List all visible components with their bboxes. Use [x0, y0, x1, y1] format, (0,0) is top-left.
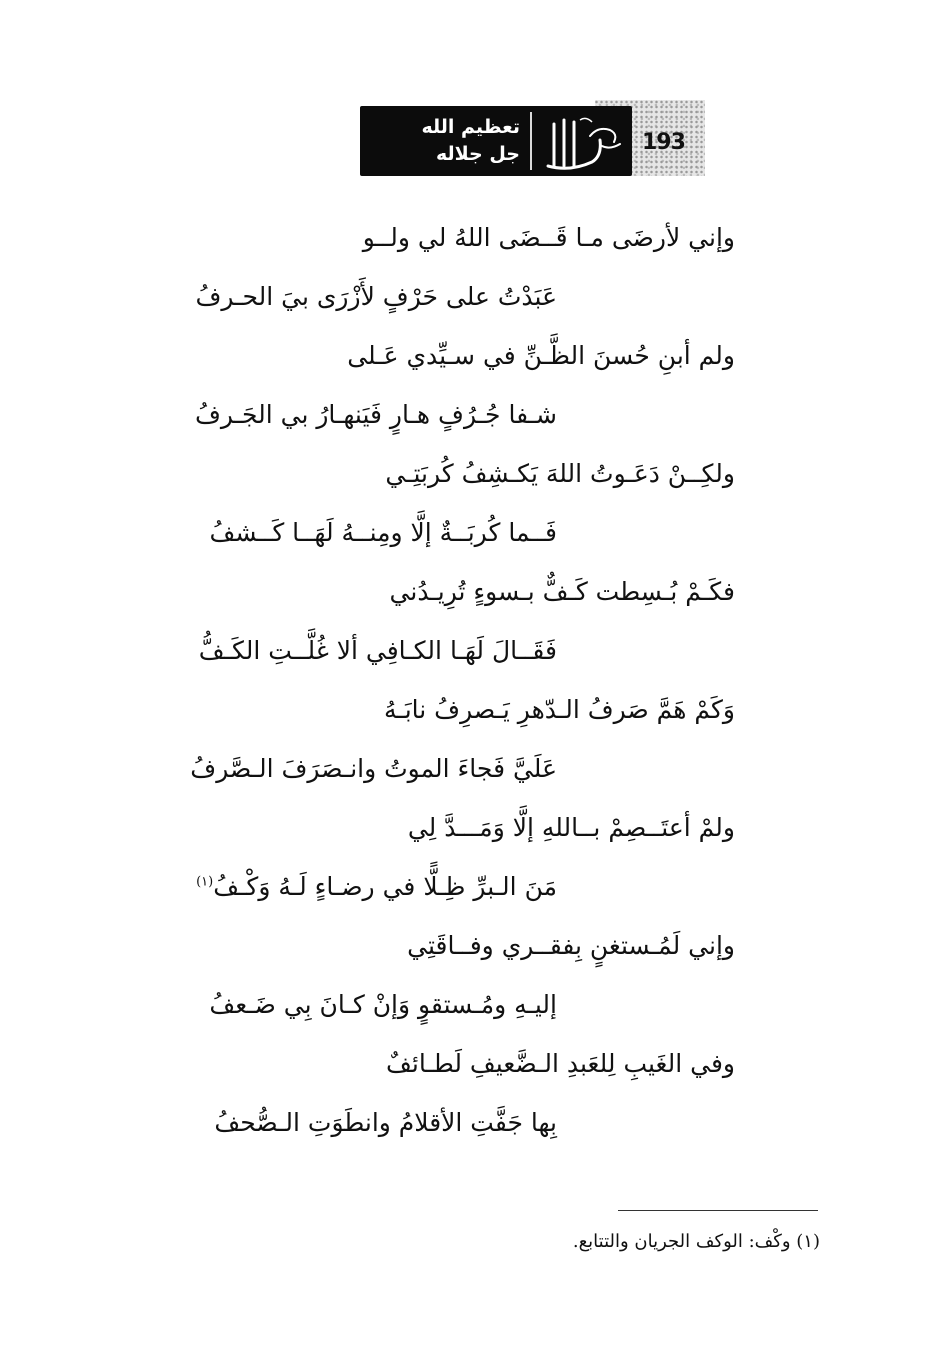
header-divider [530, 112, 532, 170]
header-banner [360, 106, 632, 176]
chapter-title-line2: جل جلاله [435, 143, 520, 165]
verse-line-with-footnote [180, 857, 735, 916]
verse-text: مَنَ الـبرِّ ظِـلًّا في رضـاءٍ لَـهُ وَكْـفُ [213, 872, 557, 901]
chapter-header [360, 100, 705, 176]
footnote-divider [618, 1210, 818, 1211]
verse-line: ولكِــنْ دَعَـوتُ اللهَ يَكـشِفُ كُربَتِـي [385, 459, 735, 488]
verse-line: إليـهِ ومُـستقوٍ وَإنْ كـانَ بِي ضَـعفُ [209, 990, 557, 1019]
verse-line: فَــما كُربَــةٌ إلَّا ومِنــهُ لَهَــا كَــشفُ [209, 518, 557, 547]
verse-line: فكَـمْ بُـسِطت كَـفٌّ بـسوءٍ تُرِيـدُني [389, 577, 735, 606]
verse-line: شـفا جُـرُفٍ هـارٍ فَيَنهـارُ بي الجَـرفُ [194, 400, 557, 429]
verse-line: وَكَمْ هَمَّ صَرفُ الـدّهرِ يَـصرِفُ نابَـهُ [383, 695, 735, 724]
verse-line: عَلَيَّ فَجاءَ الموتُ وانـصَرَفَ الـصَّرفُ [190, 754, 557, 783]
verse-line: بِها جَفَّتِ الأقلامُ وانطَوَتِ الـصُّحفُ [214, 1108, 557, 1137]
verse-line: وفي الغَيبِ لِلعَبدِ الـضَّعيفِ لَطـائفٌ [386, 1049, 735, 1078]
verse-line: فَقَــالَ لَهَـا الكـافِي ألا غُلَّــتِ الكَـفُّ [198, 636, 557, 665]
verse-line: ولم أبنِ حُسنَ الظَّـنِّ في سـيِّدي عَـلى [347, 341, 735, 370]
footnote-marker: (١) [196, 874, 214, 890]
page-number: 193 [642, 130, 685, 155]
chapter-title-line1: تعظيم الله [421, 116, 520, 138]
allah-calligraphy-icon [540, 110, 628, 172]
verse-line: ولمْ أعتَــصِمْ بــاللهِ إلَّا وَمَـــدَّ لِي [407, 813, 735, 842]
poem [180, 208, 735, 1152]
verse-line: عَبَدْتُ على حَرْفٍ لأَزْرَى بيَ الحـرفُ [195, 282, 557, 311]
verse-line: وإني لَمُـستغنٍ بِفقــري وفــاقَتِي [407, 931, 735, 960]
verse-line: وإني لأرضَى مـا قَــضَى اللهُ لي ولــو [362, 223, 735, 252]
chapter-title [370, 114, 520, 168]
footnote: (١) وكْف: الوكف الجريان والتتابع. [572, 1231, 820, 1252]
